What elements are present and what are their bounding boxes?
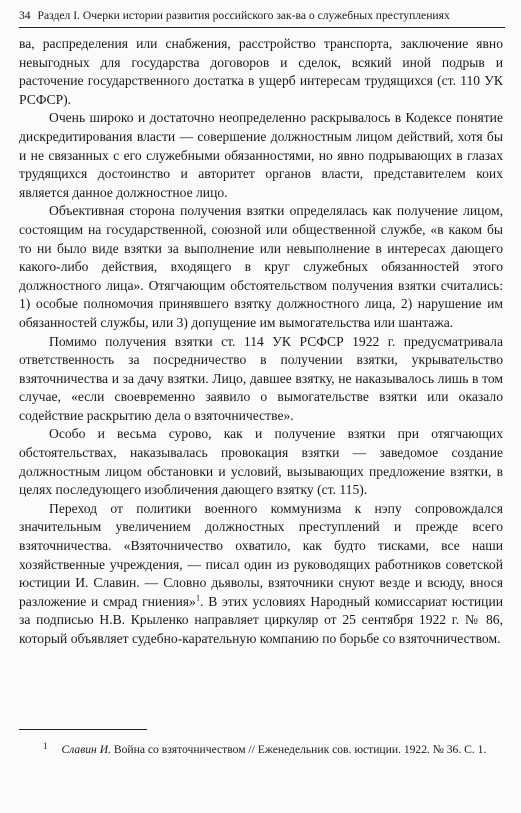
footnote-reference[interactable]: 1 [195,592,201,603]
footnote-mark: 1 [43,741,48,751]
paragraph: ва, распределения или снабжения, расстройство транспорта, заключение явно невыгодных для государства договоров и сделок, всякий иной подрыв и расточение государственного достатка в ущерб интересам трудящихся (ст. 110 УК РСФСР). [19,36,503,107]
paragraph [19,500,503,649]
footnote-rule [19,729,147,730]
paragraph: Помимо получения взятки ст. 114 УК РСФСР 1922 г. предусматривала ответственность за посредничество в получении взятки, укрывательство взяточничества и за дачу взятки. Лицо, давшее взятку, не наказывалось лишь в том случае, «если своевременно заявило о вымогательстве взятки или оказало содействие раскрытию дела о взяточничестве». [19,333,503,423]
paragraph: Особо и весьма сурово, как и получение взятки при отягчающих обстоятельствах, наказывалась провокация взятки — заведомое создание должностным лицом обстановки и условий, вызывающих предложение взятки, в целях последующего изобличения дающего взятку (ст. 115). [19,426,503,498]
paragraph: Объективная сторона получения взятки определялась как получение лицом, состоящим на государственной, союзной или общественной службе, «в каком бы то ни было виде взятки за выполнение или невыполнение в интересах дающего какого-либо действия, входящего в круг служебных обязанностей этого должностного лица». Отягчающим обстоятельством получения взятки считались: 1) особые полномочия принявшего взятку должностного лица, 2) нарушение им обязанностей службы, или 3) допущение им вымогательства или шантажа. [19,203,503,330]
running-title: Раздел I. Очерки истории развития российского зак-ва о служебных преступлениях [37,9,450,22]
footnote-text: Война со взяточничеством // Еженедельник сов. юстиции. 1922. № 36. С. 1. [113,743,487,756]
page-number: 34 [19,9,31,22]
paragraph: Очень широко и достаточно неопределенно раскрывалось в Кодексе понятие дискредитирования власти — совершение должностным лицом действий, хотя бы и не связанных с его служебными обязанностями, но явно подрывающих в глазах трудящихся достоинство и авторитет органов власти, представителем коих является данное должностное лицо. [19,110,503,200]
body-text [19,35,503,649]
running-header [19,9,505,23]
footnote-author: Славин И. [61,743,111,756]
paragraph-text: Переход от политики военного коммунизма к нэпу сопровождался значительным увеличением должностных преступлений и прежде всего взяточничества. «Взяточничество охватило, как будто тисками, все наши хозяйственные учреждения, — писал один из руководящих работников советской юстиции И. Славин. — Словно дьяволы, взяточники снуют везде и всюду, внося разложение и смрад гниения» [19,500,503,609]
footnote [19,738,503,758]
paragraph-text-continued: . В этих условиях Народный комиссариат юстиции за подписью Н.В. Крыленко направляет циркуляр от 25 сентября 1922 г. № 86, который объявляет судебно-карательную компанию по борьбе со взяточничеством. [19,593,503,646]
header-rule [19,27,505,28]
